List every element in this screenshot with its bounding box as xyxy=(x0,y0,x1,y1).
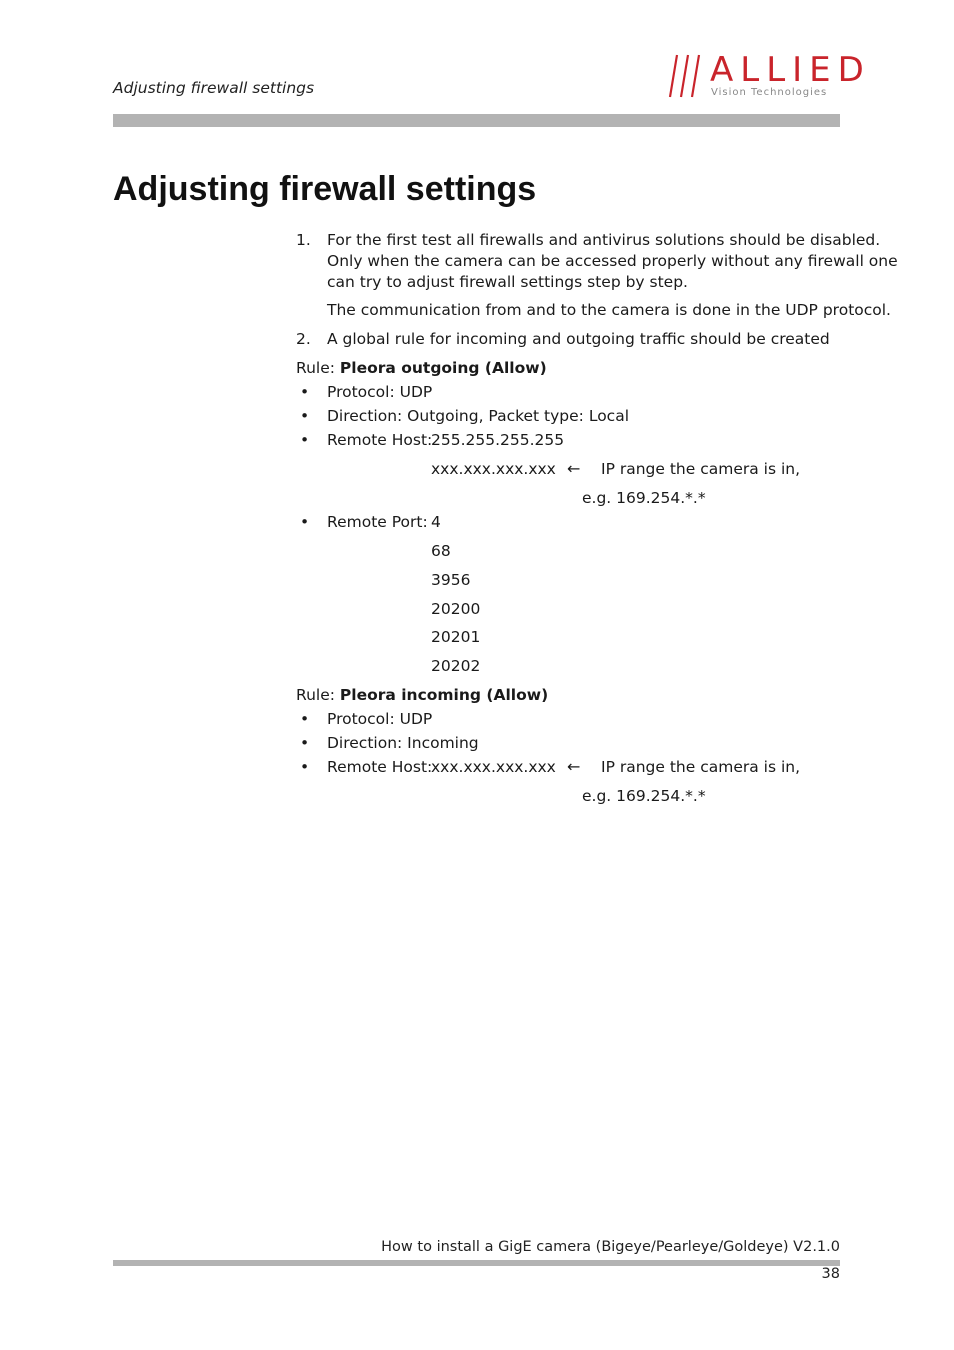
rule-incoming-remote-host-1: xxx.xxx.xxx.xxx xyxy=(431,758,556,776)
step-1-number: 1. xyxy=(296,231,311,249)
bullet-icon: • xyxy=(300,734,310,752)
rule-incoming-ip-note-2: e.g. 169.254.*.* xyxy=(582,787,706,805)
rule-outgoing-prefix: Rule: xyxy=(296,359,340,377)
rule-outgoing-remote-port-2: 68 xyxy=(431,542,451,560)
header-divider-bar xyxy=(113,114,840,127)
step-2-line-1: A global rule for incoming and outgoing traffic should be created xyxy=(327,330,830,348)
rule-outgoing-remote-host-label: Remote Host: xyxy=(327,431,433,449)
rule-incoming-direction: Direction: Incoming xyxy=(327,734,479,752)
bullet-icon: • xyxy=(300,513,310,531)
bullet-icon: • xyxy=(300,758,310,776)
rule-outgoing-protocol: Protocol: UDP xyxy=(327,383,433,401)
logo-wordmark: ALLIED xyxy=(710,50,871,90)
rule-outgoing-remote-host-2: xxx.xxx.xxx.xxx xyxy=(431,460,556,478)
left-arrow-icon: ← xyxy=(567,757,581,776)
rule-incoming-ip-note-1: IP range the camera is in, xyxy=(601,758,801,776)
rule-outgoing-remote-port-6: 20202 xyxy=(431,657,481,675)
rule-outgoing-remote-port-4: 20200 xyxy=(431,600,481,618)
rule-incoming-prefix: Rule: xyxy=(296,686,340,704)
step-1-line-1: For the first test all firewalls and antivirus solutions should be disabled. xyxy=(327,231,881,249)
logo-slashes-icon xyxy=(668,52,712,100)
footer-document-title: How to install a GigE camera (Bigeye/Pearleye/Goldeye) V2.1.0 xyxy=(381,1239,840,1255)
footer-divider-bar xyxy=(113,1260,840,1266)
step-1-note: The communication from and to the camera is done in the UDP protocol. xyxy=(327,301,891,319)
rule-outgoing-remote-port-label: Remote Port: xyxy=(327,513,428,531)
bullet-icon: • xyxy=(300,431,310,449)
step-1-line-3: can try to adjust firewall settings step by step. xyxy=(327,273,688,291)
running-header-title: Adjusting firewall settings xyxy=(113,79,315,97)
rule-incoming-protocol: Protocol: UDP xyxy=(327,710,433,728)
logo-tagline: Vision Technologies xyxy=(711,87,828,98)
rule-outgoing-remote-port-3: 3956 xyxy=(431,571,471,589)
rule-outgoing-remote-host-1: 255.255.255.255 xyxy=(431,431,565,449)
rule-outgoing-direction: Direction: Outgoing, Packet type: Local xyxy=(327,407,630,425)
rule-incoming-name: Pleora incoming (Allow) xyxy=(339,686,549,704)
rule-incoming-remote-host-label: Remote Host: xyxy=(327,758,433,776)
step-1-line-2: Only when the camera can be accessed properly without any firewall one xyxy=(327,252,898,270)
page-title: Adjusting firewall settings xyxy=(113,170,537,208)
rule-outgoing-ip-note-2: e.g. 169.254.*.* xyxy=(582,489,706,507)
rule-incoming-heading xyxy=(296,685,548,706)
bullet-icon: • xyxy=(300,710,310,728)
rule-outgoing-remote-port-1: 4 xyxy=(431,513,441,531)
rule-outgoing-ip-note-1: IP range the camera is in, xyxy=(601,460,801,478)
bullet-icon: • xyxy=(300,407,310,425)
rule-outgoing-name: Pleora outgoing (Allow) xyxy=(339,359,547,377)
rule-outgoing-remote-port-5: 20201 xyxy=(431,628,481,646)
page-number: 38 xyxy=(821,1266,840,1282)
left-arrow-icon: ← xyxy=(567,459,581,478)
bullet-icon: • xyxy=(300,383,310,401)
step-2-number: 2. xyxy=(296,330,311,348)
rule-outgoing-heading xyxy=(296,358,547,379)
allied-logo xyxy=(668,50,871,102)
